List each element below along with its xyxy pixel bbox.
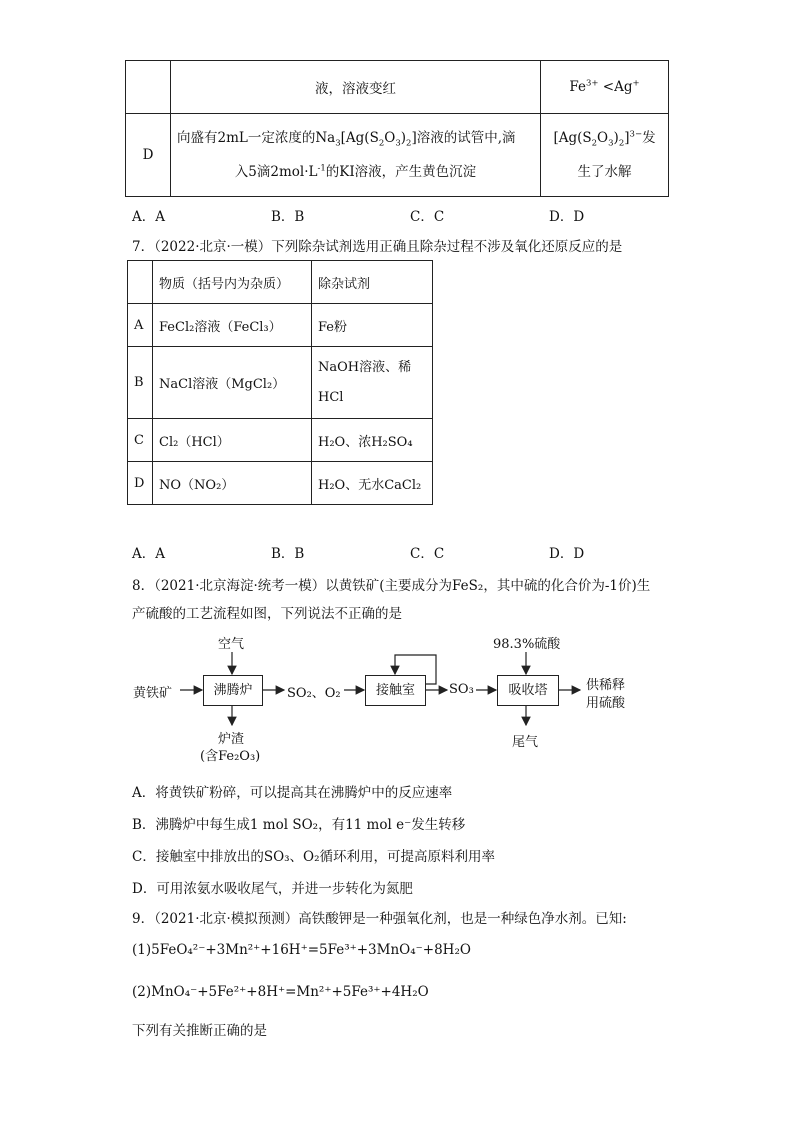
substance-cell: NO（NO₂） xyxy=(153,462,312,505)
option-c[interactable]: C．C xyxy=(410,546,445,562)
substance-cell: FeCl₂溶液（FeCl₃） xyxy=(153,304,312,347)
raw-material-label: 黄铁矿 xyxy=(133,686,173,701)
q9-stem: 9．（2021·北京·模拟预测）高铁酸钾是一种强氧化剂，也是一种绿色净水剂。已知: xyxy=(132,911,627,927)
row-letter: D xyxy=(126,114,171,197)
acid-label: 98.3%硫酸 xyxy=(493,637,561,652)
slag-label-1: 炉渣 xyxy=(218,732,245,747)
product-label-1: 供稀释 xyxy=(586,678,626,693)
option-a[interactable]: A．A xyxy=(132,546,165,562)
q9-equation-1: (1)5FeO₄²⁻+3Mn²⁺+16H⁺=5Fe³⁺+3MnO₄⁻+8H₂O xyxy=(132,942,471,958)
q9-equation-2: (2)MnO₄⁻+5Fe²⁺+8H⁺=Mn²⁺+5Fe³⁺+4H₂O xyxy=(132,984,429,1000)
option-d[interactable]: D．D xyxy=(549,209,585,225)
q8-option-d[interactable]: D．可用浓氨水吸收尾气，并进一步转化为氮肥 xyxy=(132,881,413,897)
reagent-cell: NaOH溶液、稀 HCl xyxy=(312,347,433,419)
gas-so3-label: SO₃ xyxy=(449,682,474,697)
q8-option-c[interactable]: C．接触室中排放出的SO₃、O₂循环利用，可提高原料利用率 xyxy=(132,849,496,865)
slag-label-2: (含Fe₂O₃) xyxy=(200,749,261,764)
q8-option-a[interactable]: A．将黄铁矿粉碎，可以提高其在沸腾炉中的反应速率 xyxy=(132,785,453,801)
air-label: 空气 xyxy=(218,637,245,652)
reagent-cell: Fe粉 xyxy=(312,304,433,347)
row-letter: C xyxy=(128,419,153,462)
operation-cell: 向盛有2mL一定浓度的$Na_3[Ag(S_2O_3)_2]$溶液的试管中,滴 入5滴$2mol\cdot L^{-1}$的KI溶液，产生黄色沉淀 xyxy=(171,114,541,197)
conclusion-cell: $Fe^{3+} <Ag^+$ xyxy=(541,61,669,114)
option-b[interactable]: B．B xyxy=(271,209,305,225)
q8-stem-line1: 8．（2021·北京海淀·统考一模）以黄铁矿(主要成分为FeS₂，其中硫的化合价为-1价)生 xyxy=(132,578,651,594)
option-d[interactable]: D．D xyxy=(549,546,585,562)
substance-cell: Cl₂（HCl） xyxy=(153,419,312,462)
q8-stem-line2: 产硫酸的工艺流程如图，下列说法不正确的是 xyxy=(132,606,402,622)
row-letter: A xyxy=(128,304,153,347)
tail-gas-label: 尾气 xyxy=(512,735,539,750)
row-letter: D xyxy=(128,462,153,505)
header-cell: 除杂试剂 xyxy=(312,261,433,304)
reagent-cell: H₂O、浓H₂SO₄ xyxy=(312,419,433,462)
boiling-furnace-box: 沸腾炉 xyxy=(203,675,263,706)
conclusion-cell: $[Ag(S_2O_3)_2]^{3-}$发 生了水解 xyxy=(541,114,669,197)
option-b[interactable]: B．B xyxy=(271,546,305,562)
operation-cell: 液，溶液变红 xyxy=(171,61,541,114)
option-a[interactable]: A．A xyxy=(132,209,165,225)
product-label-2: 用硫酸 xyxy=(586,696,626,711)
q7-stem: 7．（2022·北京·一模）下列除杂试剂选用正确且除杂过程不涉及氧化还原反应的是 xyxy=(132,239,623,255)
gas-so2-o2-label: SO₂、O₂ xyxy=(287,686,341,701)
substance-cell: NaCl溶液（MgCl₂） xyxy=(153,347,312,419)
row-letter: B xyxy=(128,347,153,419)
header-cell: 物质（括号内为杂质） xyxy=(153,261,312,304)
absorption-tower-box: 吸收塔 xyxy=(497,675,559,706)
q8-option-b[interactable]: B．沸腾炉中每生成1 mol SO₂，有11 mol e⁻发生转移 xyxy=(132,817,466,833)
contact-chamber-box: 接触室 xyxy=(365,675,426,706)
option-c[interactable]: C．C xyxy=(410,209,445,225)
reagent-cell: H₂O、无水CaCl₂ xyxy=(312,462,433,505)
q9-ask: 下列有关推断正确的是 xyxy=(132,1023,267,1039)
